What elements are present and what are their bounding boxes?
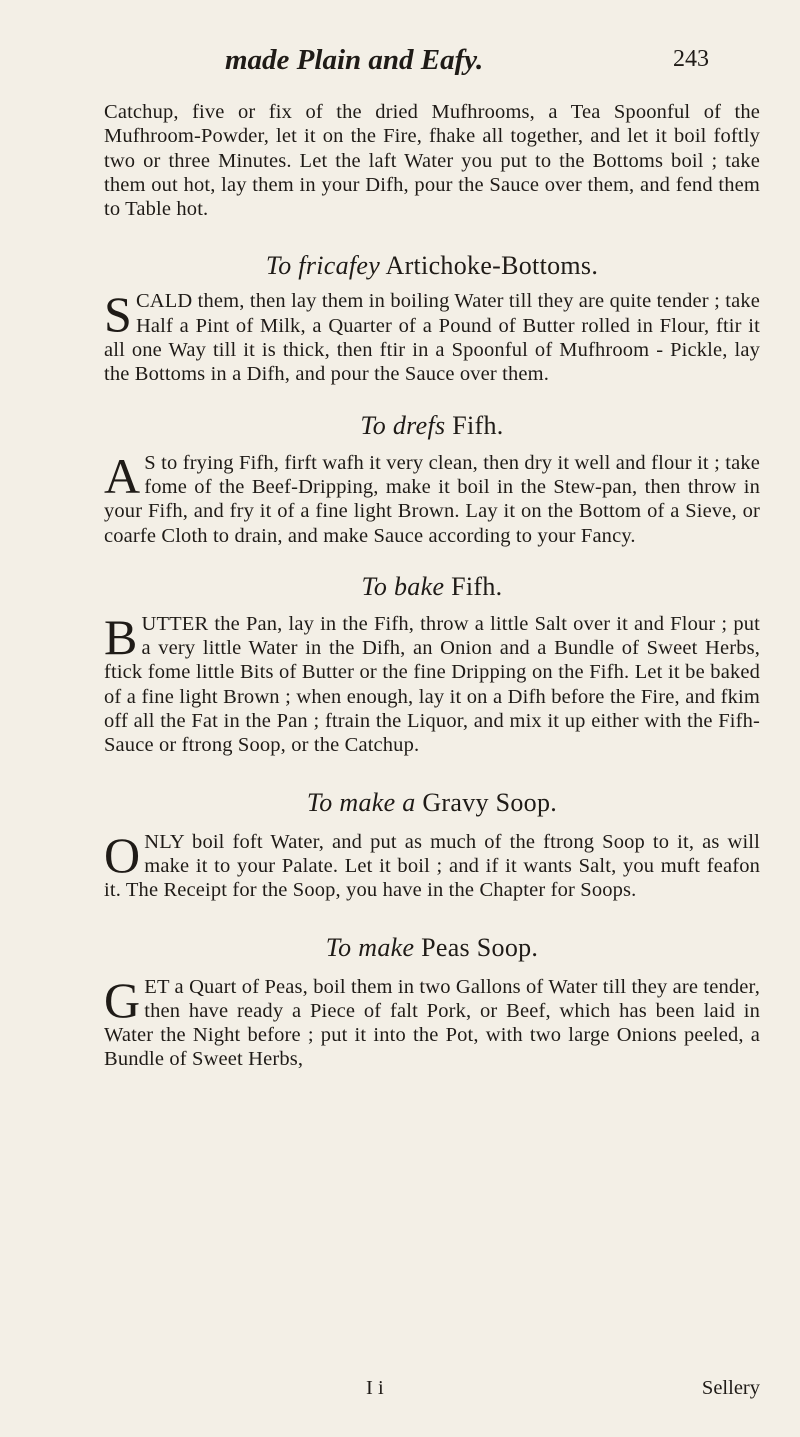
- page-content: [104, 100, 760, 1072]
- recipe-text: S to frying Fifh, firft wafh it very clean, then dry it well and flour it ; take fome of the Beef-Dripping, make it boil in the Stew-pan, then throw in your Fifh, and fry it of a fine light Brown. Lay it on the Bottom of a Sieve, or coarfe Cloth to drain, and make Sauce according to your Fancy.: [104, 451, 760, 547]
- recipe-body-peas-soop: [104, 971, 760, 1072]
- recipe-text: CALD them, then lay them in boiling Water till they are quite tender ; take Half a Pint of Milk, a Quarter of a Pound of Butter rolled in Flour, ftir it all one Way till it is thick, then ftir in a Spoonful of Mufhroom - Pickle, lay the Bottoms in a Difh, and pour the Sauce over them.: [104, 290, 760, 386]
- recipe-heading-peas-soop: [104, 933, 760, 963]
- heading-roman: Fifh.: [451, 571, 503, 601]
- recipe-heading-bake-fish: [104, 572, 760, 602]
- recipe-body-artichoke: [104, 286, 760, 386]
- intro-paragraph: Catchup, five or fix of the dried Mufhrooms, a Tea Spoonful of the Mufhroom-Powder, let it on the Fire, fhake all together, and let it boil foftly two or three Minutes. Let the laft Water you put to the Bottoms boil ; take them out hot, lay them in your Difh, pour the Sauce over them, and fend them to Table hot.: [104, 101, 760, 221]
- recipe-body-dress-fish: [104, 447, 760, 548]
- recipe-text: UTTER the Pan, lay in the Fifh, throw a little Salt over it and Flour ; put a very little Water in the Difh, an Onion and a Bundle of Sweet Herbs, ftick fome little Bits of Butter or the fine Dripping on the Fifh. Let it be baked of a fine light Brown ; when enough, lay it on a Difh before the Fire, and fkim off all the Fat in the Pan ; ftrain the Liquor, and mix it up either with the Fifh-Sauce or ftrong Soop, or the Catchup.: [104, 612, 760, 757]
- recipe-heading-dress-fish: [104, 411, 760, 441]
- heading-roman: Gravy Soop.: [422, 787, 558, 817]
- heading-italic: To bake: [361, 571, 445, 601]
- recipe-text: ET a Quart of Peas, boil them in two Gallons of Water till they are tender, then have ready a Piece of falt Pork, or Beef, which has been laid in Water the Night before ; put it into the Pot, with two large Onions peeled, a Bundle of Sweet Herbs,: [104, 975, 760, 1071]
- heading-roman: Artichoke-Bottoms.: [385, 251, 599, 281]
- signature-mark: I i: [366, 1377, 384, 1399]
- heading-italic: To fricafey: [265, 251, 381, 281]
- recipe-body-gravy-soop: [104, 826, 760, 903]
- drop-cap: B: [104, 608, 138, 665]
- drop-cap: G: [104, 971, 141, 1028]
- page-number: 243: [673, 46, 709, 72]
- recipe-heading-gravy-soop: [104, 788, 760, 818]
- heading-roman: Fifh.: [452, 410, 504, 440]
- drop-cap: S: [104, 286, 132, 343]
- catchword: Sellery: [701, 1377, 760, 1399]
- drop-cap: A: [104, 447, 141, 504]
- heading-italic: To drefs: [360, 410, 446, 440]
- recipe-body-bake-fish: [104, 608, 760, 758]
- recipe-text: NLY boil foft Water, and put as much of the ftrong Soop to it, as will make it to your Palate. Let it boil ; and if it wants Salt, you muft feafon it. The Receipt for the Soop, you have in the Chapter for Soops.: [104, 830, 760, 902]
- heading-italic: To make a: [306, 787, 416, 817]
- recipe-heading-artichoke: [104, 251, 760, 281]
- drop-cap: O: [104, 826, 141, 883]
- heading-roman: Peas Soop.: [421, 932, 539, 962]
- heading-italic: To make: [325, 932, 415, 962]
- running-head-title: made Plain and Eafy.: [225, 44, 484, 76]
